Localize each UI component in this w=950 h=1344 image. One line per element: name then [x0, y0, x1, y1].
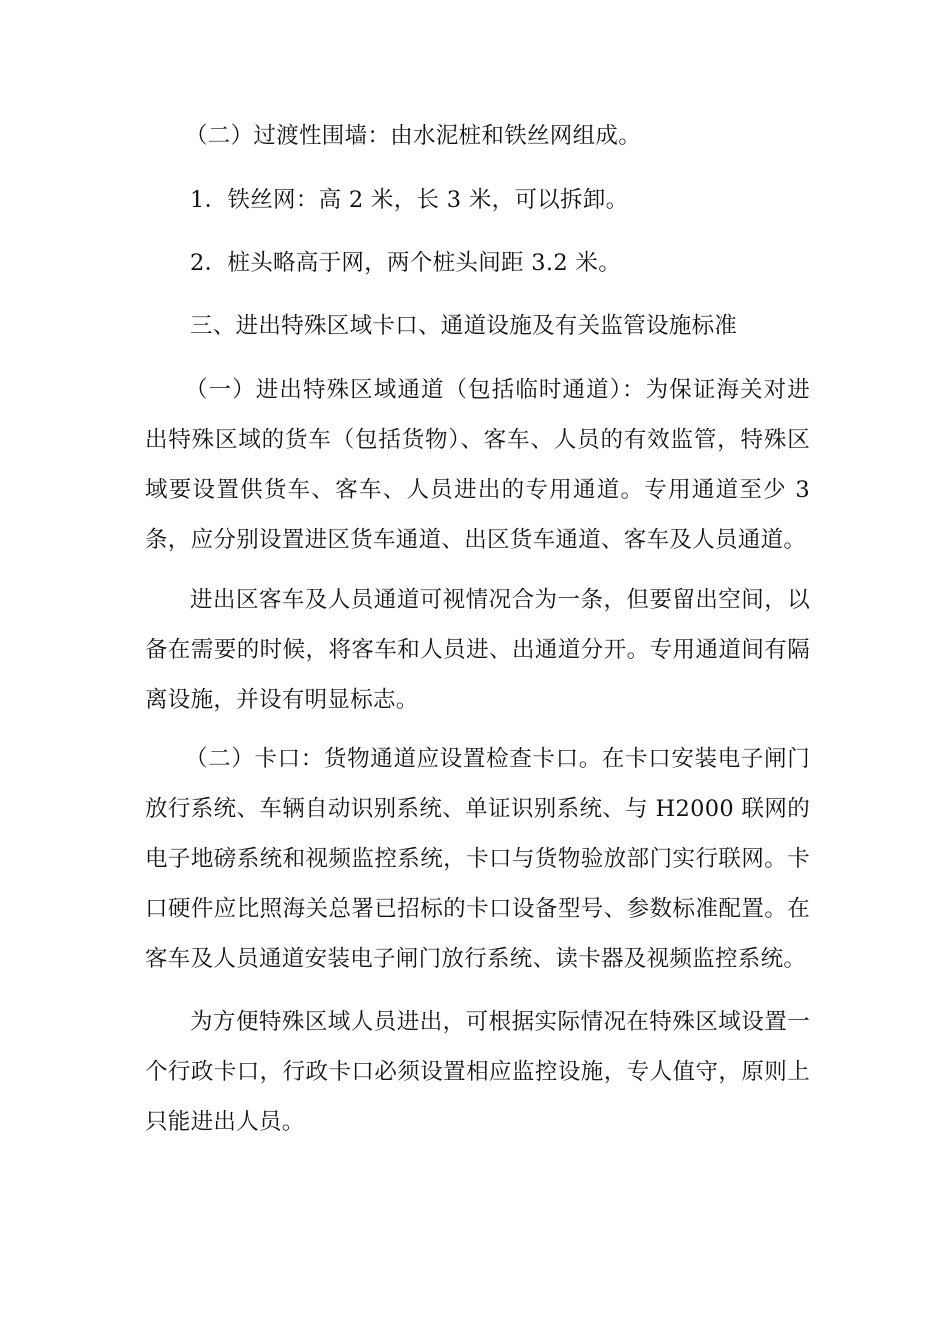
- paragraph-wire-mesh: 1．铁丝网：高 2 米，长 3 米，可以拆卸。: [190, 187, 629, 213]
- paragraph-admin-checkpoint: 为方便特殊区域人员进出，可根据实际情况在特殊区域设置一个行政卡口，行政卡口必须设置相应监控设施，专人值守，原则上只能进出人员。: [145, 1009, 810, 1135]
- paragraph-passenger-channel: 进出区客车及人员通道可视情况合为一条，但要留出空间，以备在需要的时候，将客车和人员进、出通道分开。专用通道间有隔离设施，并设有明显标志。: [145, 587, 810, 713]
- paragraph-transition-wall: （二）过渡性围墙：由水泥桩和铁丝网组成。: [185, 123, 642, 149]
- paragraph-dedicated-channels: （一）进出特殊区域通道（包括临时通道）：为保证海关对进出特殊区域的货车（包括货物）、客车、人员的有效监管，特殊区域要设置供货车、客车、人员进出的专用通道。专用通道至少 3 条，应分别设置进区货车通道、出区货车通道、客车及人员通道。: [145, 377, 810, 553]
- paragraph-checkpoint: （二）卡口：货物通道应设置检查卡口。在卡口安装电子闸门放行系统、车辆自动识别系统、单证识别系统、与 H2000 联网的电子地磅系统和视频监控系统，卡口与货物验放部门实行联网。卡口硬件应比照海关总署已招标的卡口设备型号、参数标准配置。在客车及人员通道安装电子闸门放行系统、读卡器及视频监控系统。: [145, 746, 810, 972]
- section-heading-checkpoint-standards: 三、进出特殊区域卡口、通道设施及有关监管设施标准: [190, 313, 738, 339]
- paragraph-post-spacing: 2．桩头略高于网，两个桩头间距 3.2 米。: [190, 250, 622, 276]
